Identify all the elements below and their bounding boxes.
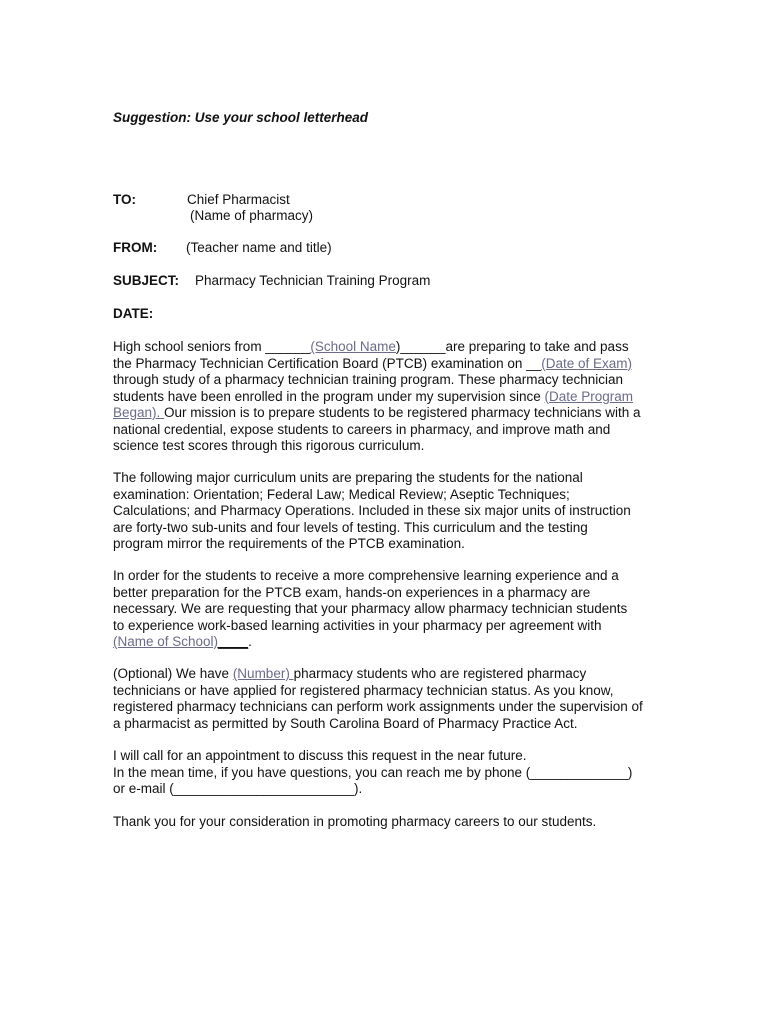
from-label: FROM: [113, 240, 158, 255]
text-line: (Optional) We have (Number) pharmacy students who are registered pharmacy [113, 666, 587, 681]
text-line: students have been enrolled in the program under my supervision since (Date Program [113, 388, 634, 404]
text-line: Began). Our mission is to prepare students to be registered pharmacy technicians with a [113, 405, 641, 420]
suggestion-note: Suggestion: Use your school letterhead [113, 110, 369, 125]
text-line: through study of a pharmacy technician training program. These pharmacy technician [113, 372, 624, 387]
paragraph-request [113, 568, 673, 651]
text-line: technicians or have applied for registered pharmacy technician status. As you know, [113, 682, 614, 698]
to-recipient: Chief Pharmacist [187, 192, 290, 207]
to-pharmacy-name: (Name of pharmacy) [190, 208, 314, 223]
paragraph-closing [113, 814, 673, 831]
number-placeholder: (Number) [232, 666, 294, 681]
text-line: a pharmacist as permitted by South Carolina Board of Pharmacy Practice Act. [113, 715, 578, 731]
text-line: (Name of School)____. [113, 634, 252, 649]
program-date-placeholder-cont: Began). [113, 405, 165, 420]
text-line: national credential, expose students to careers in pharmacy, and improve math and [113, 421, 611, 437]
date-label: DATE: [113, 306, 154, 321]
text-line: or e-mail (________________________). [113, 781, 363, 796]
text-line: Calculations; and Pharmacy Operations. Included in these six major units of instruction [113, 503, 631, 518]
text-line: program mirror the requirements of the PTCB examination. [113, 536, 465, 551]
paragraph-curriculum [113, 470, 673, 553]
text-line: In order for the students to receive a more comprehensive learning experience and a [113, 568, 619, 583]
subject-value: Pharmacy Technician Training Program [195, 273, 431, 288]
program-date-placeholder: (Date Program [544, 388, 634, 404]
subject-label: SUBJECT: [113, 273, 180, 288]
from-value: (Teacher name and title) [186, 240, 332, 255]
paragraph-optional [113, 666, 673, 732]
to-label: TO: [113, 192, 136, 207]
paragraph-intro [113, 339, 673, 455]
text-line: examination: Orientation; Federal Law; Medical Review; Aseptic Techniques; [113, 486, 570, 502]
text-line: are forty-two sub-units and four levels of testing. This curriculum and the testing [113, 519, 588, 535]
school-name-placeholder: (School Name [310, 339, 396, 354]
exam-date-placeholder: (Date of Exam) [541, 355, 632, 371]
text-line: necessary. We are requesting that your pharmacy allow pharmacy technician students [113, 601, 628, 616]
text-line: In the mean time, if you have questions, you can reach me by phone (_____________) [113, 764, 633, 780]
text-line: The following major curriculum units are preparing the students for the national [113, 470, 583, 485]
text-line: to experience work-based learning activities in your pharmacy per agreement with [113, 617, 602, 633]
text-line: science test scores through this rigorous curriculum. [113, 438, 425, 453]
text-line: I will call for an appointment to discuss this request in the near future. [113, 748, 527, 763]
text-line: High school seniors from ______(School Name)______are preparing to take and pass [113, 339, 629, 354]
text-line: the Pharmacy Technician Certification Board (PTCB) examination on __(Date of Exam) [113, 355, 632, 371]
school-name-placeholder-2: (Name of School) [113, 634, 219, 649]
text-line: Thank you for your consideration in promoting pharmacy careers to our students. [113, 814, 597, 829]
text-line: registered pharmacy technicians can perform work assignments under the supervision of [113, 699, 643, 714]
paragraph-contact [113, 748, 673, 798]
text-line: better preparation for the PTCB exam, hands-on experiences in a pharmacy are [113, 584, 591, 600]
